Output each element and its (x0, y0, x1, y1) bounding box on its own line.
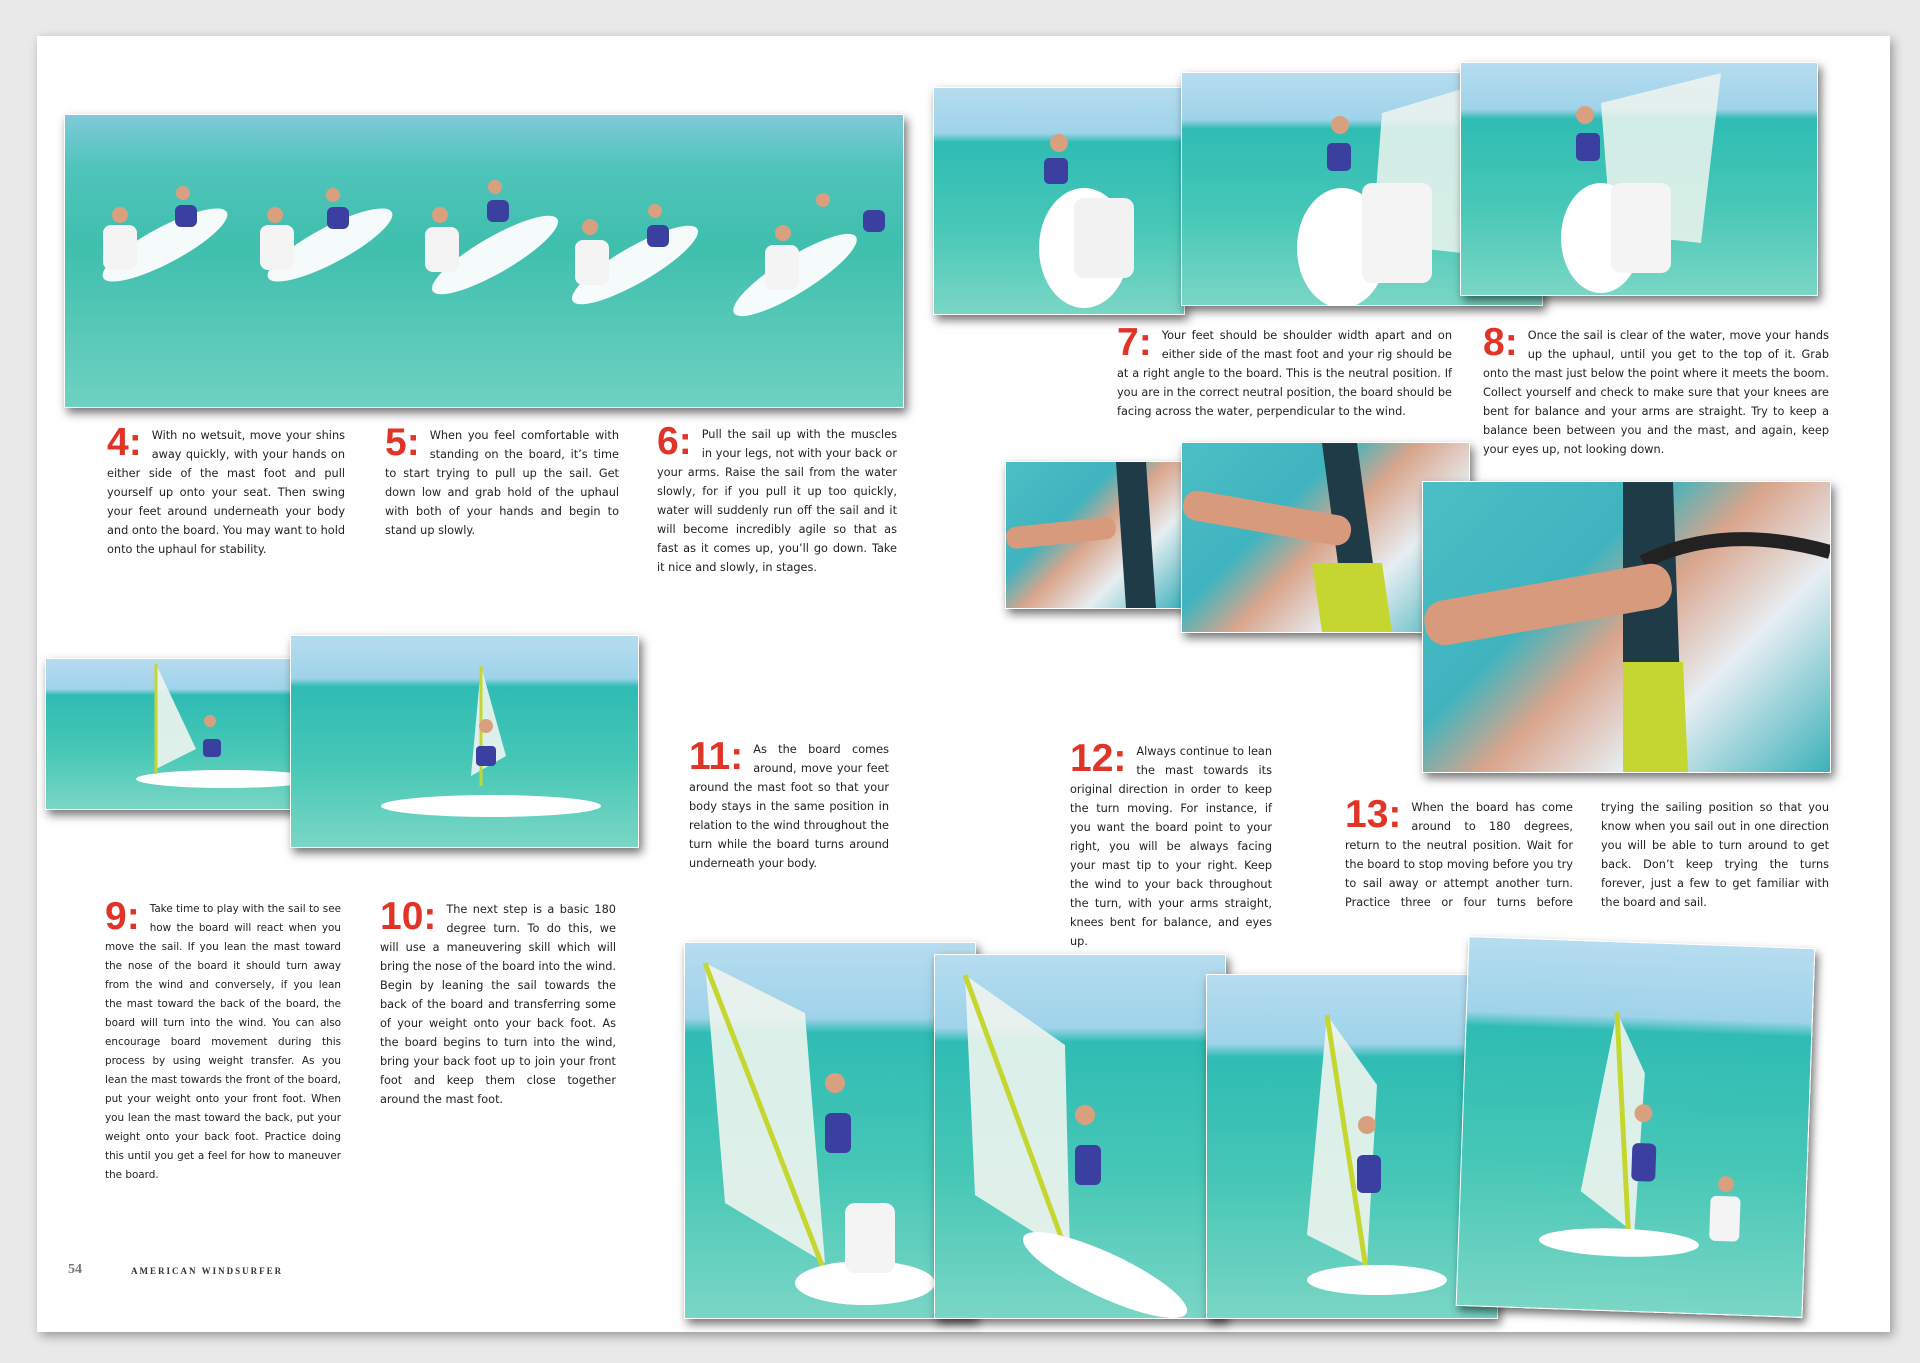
step-11-number: 11: (689, 735, 744, 778)
step-12-number: 12: (1070, 737, 1127, 780)
step-7-text: Your feet should be shoulder width apart and on either side of the mast foot and your rig should be at a right angle to the board. This is the neutral position. If you are in the correct neutral position, the board should be facing across the water, perpendicular to the wind. (1117, 329, 1452, 418)
step-7-number: 7: (1117, 321, 1152, 364)
step-8 (1483, 321, 1829, 459)
photo-turn-sequence-2 (934, 954, 1226, 1319)
step-13-number: 13: (1345, 793, 1402, 836)
step-10-number: 10: (380, 895, 437, 938)
step-9-number: 9: (105, 895, 140, 938)
step-6-text: Pull the sail up with the muscles in your legs, not with your back or your arms. Raise the sail from the water slowly, for if you pull it up too quickly, water will suddenly run off the sail and it will become incredibly agile so that as fast as it comes up, you’ll go down. Take it nice and slowly, in stages. (657, 428, 897, 574)
photo-closeup-hands-1 (1005, 461, 1185, 609)
photo-step-9-b (290, 635, 639, 848)
step-7 (1117, 321, 1452, 421)
photo-turn-sequence-1 (684, 942, 976, 1319)
magazine-name: AMERICAN WINDSURFER (131, 1266, 284, 1276)
step-12 (1070, 737, 1272, 951)
step-5 (385, 421, 619, 540)
step-6-number: 6: (657, 420, 692, 463)
photo-step-7-a (933, 87, 1185, 315)
step-4 (107, 421, 345, 559)
step-13-text: When the board has come around to 180 degrees, return to the neutral position. Wait for the board to stop moving before you try to sail away or attempt another turn. Practice three or four turns before trying the sailing position so that you know when you sail out in one direction you will be able to turn around to get back. Don’t keep trying the turns forever, just a few to get familiar with the board and sail. (1345, 801, 1829, 909)
photo-sequence-mounting-board (64, 114, 904, 408)
step-5-number: 5: (385, 421, 420, 464)
step-9 (105, 895, 341, 1185)
magazine-spread (37, 36, 1890, 1332)
step-11-text: As the board comes around, move your feet around the mast foot so that your body stays in the same position in relation to the wind throughout the turn while the board turns around underneath your body. (689, 743, 889, 870)
step-5-text: When you feel comfortable with standing on the board, it’s time to start trying to pull up the sail. Get down low and grab hold of the uphaul with both of your hands and begin to stand up slowly. (385, 429, 619, 537)
step-8-text: Once the sail is clear of the water, move your hands up the uphaul, until you get to the top of it. Grab onto the mast just below the point where it meets the boom. Collect yourself and check to make sure that your knees are bent for balance and your arms are straight. Try to keep a balance been between you and the mast, and again, keep your eyes up, not looking down. (1483, 329, 1829, 456)
step-10-text: The next step is a basic 180 degree turn. To do this, we will use a maneuvering skill which will bring the nose of the board into the wind. Begin by leaning the sail towards the back of the board and transferring some of your weight onto your back foot. As the board begins to turn into the wind, bring your back foot up to join your front foot and keep them close together around the mast foot. (380, 903, 616, 1106)
step-4-text: With no wetsuit, move your shins away quickly, with your hands on either side of the mast foot and pull yourself up onto your seat. Then swing your feet around underneath your body and onto the board. You may want to hold onto the uphaul for stability. (107, 429, 345, 556)
step-4-number: 4: (107, 421, 142, 464)
photo-step-8-a (1460, 62, 1818, 296)
photo-closeup-hands-3 (1422, 481, 1831, 773)
photo-turn-sequence-4 (1456, 936, 1816, 1318)
step-9-text: Take time to play with the sail to see how the board will react when you move the sail. If you lean the mast toward the nose of the board it should turn away from the wind and conversely, if you lean the mast toward the back of the board, the board will turn into the wind. You can also encourage board movement during this process by using weight transfer. As you lean the mast towards the front of the board, put your weight onto your front foot. When you lean the mast toward the back, put your weight onto your back foot. Practice doing this until you get a feel for how to maneuver the board. (105, 903, 341, 1181)
page-number: 54 (68, 1262, 82, 1277)
step-8-number: 8: (1483, 321, 1518, 364)
photo-turn-sequence-3 (1206, 974, 1498, 1319)
step-6 (657, 420, 897, 577)
step-10 (380, 895, 616, 1109)
step-11 (689, 735, 889, 873)
step-12-text: Always continue to lean the mast towards its original direction in order to keep the turn moving. For instance, if you want the board point to your right, you will be always facing your mast tip to your right. Keep the wind to your back throughout the turn, with your arms straight, knees bent for balance, and eyes up. (1070, 745, 1272, 948)
step-13 (1345, 793, 1829, 912)
